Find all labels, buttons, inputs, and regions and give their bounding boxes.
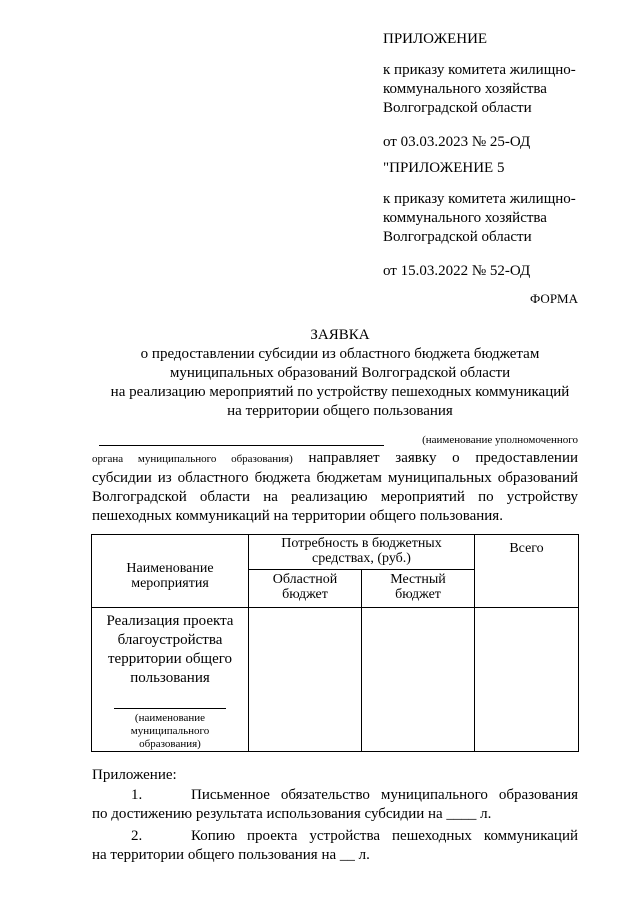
approval-title: "ПРИЛОЖЕНИЕ 5 [383, 160, 505, 176]
approval-block-2 [383, 159, 576, 281]
cell-total [475, 608, 579, 752]
cell-local [362, 608, 475, 752]
item-text: на территории общего пользования на __ л. [92, 847, 370, 863]
table-row [92, 608, 579, 752]
document-title [60, 326, 620, 421]
approval-line: к приказу комитета жилищно- [383, 62, 576, 78]
item-number: 2. [131, 828, 143, 844]
approval-date: от 15.03.2022 № 52-ОД [383, 263, 531, 279]
blank-note: (наименование уполномоченного [422, 434, 578, 446]
row-name-cell [92, 608, 249, 752]
approval-line: коммунального хозяйства [383, 81, 547, 97]
approval-line: Волгоградской области [383, 100, 532, 116]
appendix-label: Приложение: [92, 767, 177, 783]
approval-line: Волгоградской области [383, 229, 532, 245]
header-regional: Областной бюджет [249, 570, 362, 608]
intro-small-line: органа муниципального образования) [92, 453, 293, 465]
item-number: 1. [131, 787, 143, 803]
blank-line [99, 445, 384, 446]
row-note: (наименование муниципального образования) [130, 712, 210, 750]
item-text: Письменное обязательство муниципального образования [191, 787, 578, 803]
item-text: по достижению результата использования субсидии на ____ л. [92, 806, 492, 822]
intro-line: субсидии из областного бюджета бюджетам муниципальных образований [92, 470, 578, 486]
title-line: о предоставлении субсидии из областного бюджета бюджетам [140, 346, 540, 362]
intro-line: Волгоградской области на реализацию мероприятий по устройству [92, 489, 578, 505]
header-event: Наименование мероприятия [92, 535, 249, 608]
cell-regional [249, 608, 362, 752]
approval-title: ПРИЛОЖЕНИЕ [383, 31, 488, 47]
intro-line: пешеходных коммуникаций на территории общего пользования. [92, 508, 503, 524]
header-local: Местный бюджет [362, 570, 475, 608]
appendix-item-2 [92, 827, 578, 846]
approval-line: коммунального хозяйства [383, 210, 547, 226]
title-line: муниципальных образований Волгоградской области [169, 365, 511, 381]
approval-line: к приказу комитета жилищно- [383, 191, 576, 207]
intro-line [92, 449, 578, 469]
intro-line-rest: направляет заявку о предоставлении [308, 450, 578, 466]
intro-first-line [92, 432, 578, 450]
title-line: на реализацию мероприятий по устройству пешеходных коммуникаций [110, 384, 570, 400]
approval-block-1 [383, 30, 576, 152]
approval-date: от 03.03.2023 № 25-ОД [383, 134, 531, 150]
row-name: Реализация проекта благоустройства территории общего пользования [106, 613, 234, 686]
title-line: на территории общего пользования [227, 403, 453, 419]
title-heading: ЗАЯВКА [310, 327, 370, 343]
header-need: Потребность в бюджетных средствах, (руб.) [249, 535, 475, 570]
appendix-item-1 [92, 786, 578, 805]
item-text: Копию проекта устройства пешеходных коммуникаций [191, 828, 578, 844]
appendix [92, 766, 578, 865]
subsidy-table [91, 534, 579, 752]
header-total: Всего [475, 535, 579, 608]
intro-paragraph [92, 449, 578, 526]
form-label: ФОРМА [530, 291, 578, 306]
